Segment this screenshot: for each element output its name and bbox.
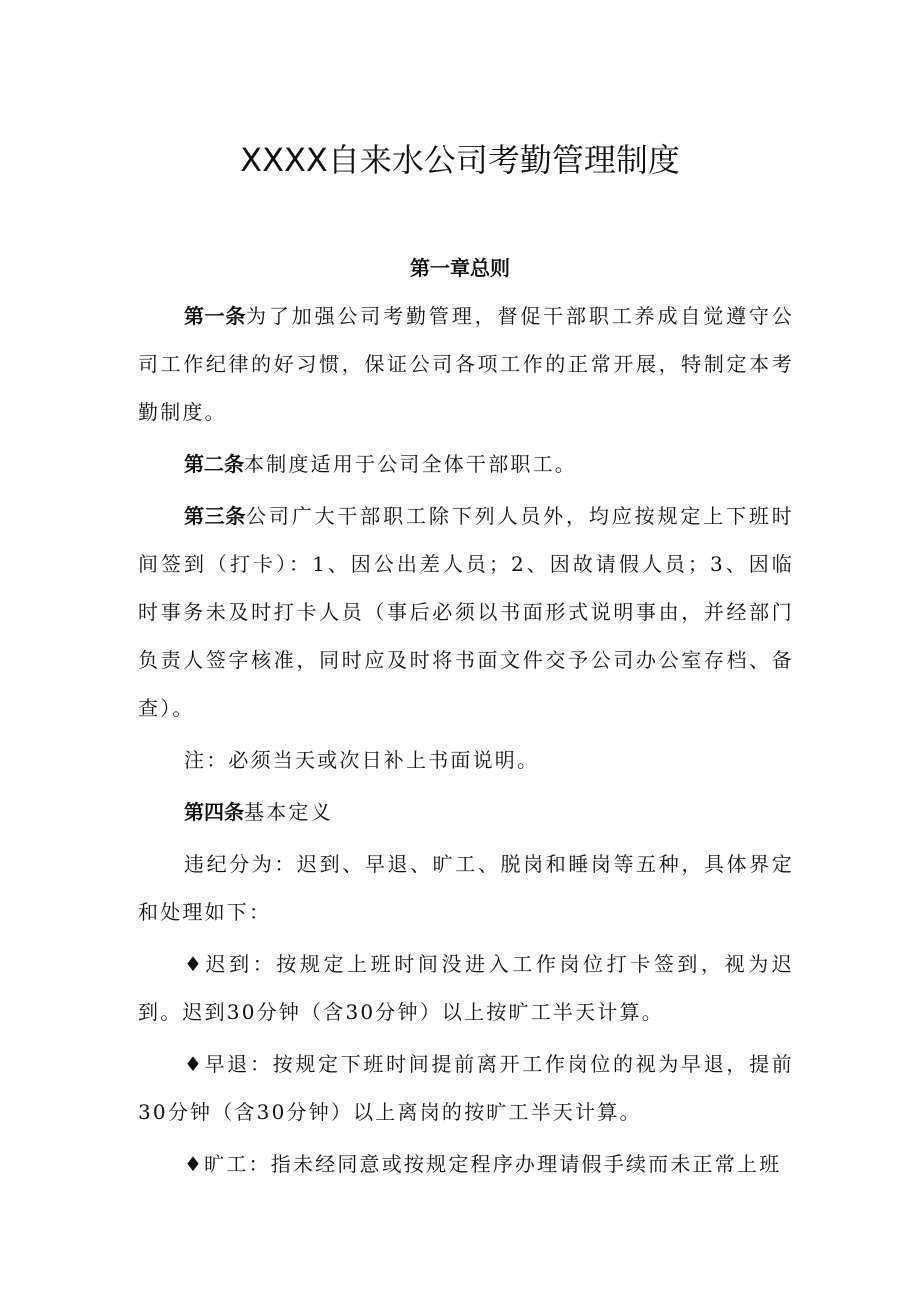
article-text: 为了加强公司考勤管理，督促干部职工养成自觉遵守公司工作纪律的好习惯，保证公司各项工作的正常开展，特制定本考勤制度。 (138, 304, 794, 424)
violation-types-paragraph (138, 840, 794, 936)
article-text: 本制度适用于公司全体干部职工。 (244, 452, 577, 476)
late-definition-paragraph (138, 940, 794, 1036)
article-4-paragraph (138, 788, 794, 836)
paragraph-text: 违纪分为：迟到、早退、旷工、脱岗和睡岗等五种，具体界定和处理如下： (138, 852, 794, 924)
paragraph-text: ♦旷工：指未经同意或按规定程序办理请假手续而未正常上班 (184, 1152, 782, 1176)
absence-definition-paragraph (138, 1140, 794, 1188)
note-paragraph (138, 736, 794, 784)
note-text: 注：必须当天或次日补上书面说明。 (184, 748, 540, 772)
article-3-paragraph (138, 492, 794, 732)
article-label: 第三条 (184, 504, 246, 528)
paragraph-text: ♦早退：按规定下班时间提前离开工作岗位的视为早退，提前30分钟（含30分钟）以上离岗的按旷工半天计算。 (138, 1052, 794, 1124)
article-text: 基本定义 (244, 800, 333, 824)
article-label: 第二条 (184, 452, 244, 476)
early-leave-definition-paragraph (138, 1040, 794, 1136)
article-label: 第一条 (184, 304, 246, 328)
paragraph-text: ♦迟到：按规定上班时间没进入工作岗位打卡签到，视为迟到。迟到30分钟（含30分钟）以上按旷工半天计算。 (138, 952, 794, 1024)
article-2-paragraph (138, 440, 794, 488)
article-label: 第四条 (184, 800, 244, 824)
document-body (138, 292, 794, 1192)
article-text: 公司广大干部职工除下列人员外，均应按规定上下班时间签到（打卡）：1、因公出差人员；2、因故请假人员；3、因临时事务未及时打卡人员（事后必须以书面形式说明事由，并经部门负责人签字核准，同时应及时将书面文件交予公司办公室存档、备查）。 (138, 504, 794, 720)
article-1-paragraph (138, 292, 794, 436)
document-title: XXXX自来水公司考勤管理制度 (240, 141, 680, 179)
chapter-heading: 第一章总则 (410, 256, 510, 280)
